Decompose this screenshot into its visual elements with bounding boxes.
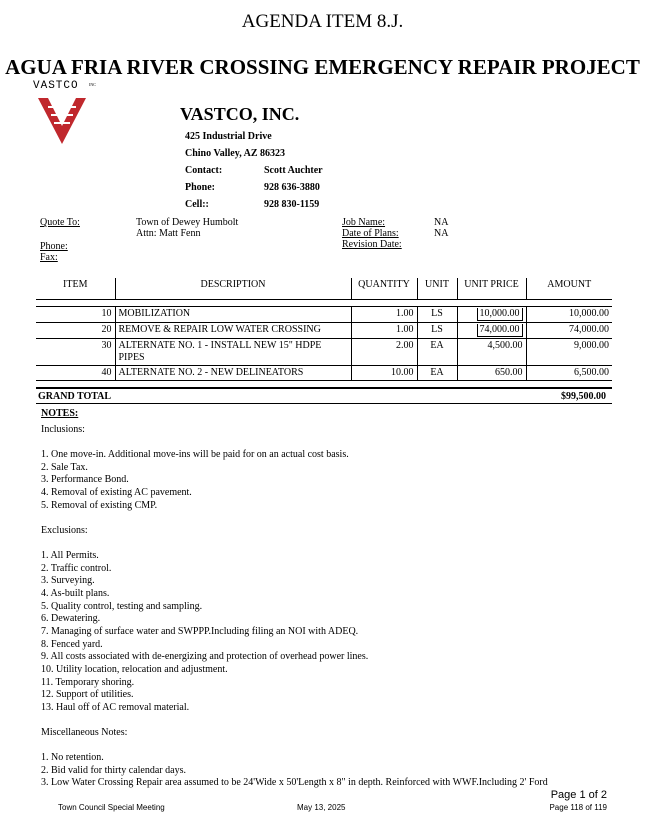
footer-meeting: Town Council Special Meeting [58,803,165,812]
misc-note-item: 1. No retention. [41,752,104,763]
inclusion-item: 5. Removal of existing CMP. [41,500,158,511]
exclusion-item: 3. Surveying. [41,575,95,586]
row-quantity: 2.00 [351,339,417,366]
date-of-plans-label: Date of Plans: [342,228,399,239]
table-row [36,366,612,381]
row-quantity: 1.00 [351,307,417,323]
page-of-indicator: Page 1 of 2 [550,789,607,801]
row-description: ALTERNATE NO. 1 - INSTALL NEW 15" HDPE PIPES [115,339,351,366]
header-unit-price: UNIT PRICE [457,278,526,300]
row-unit-price: 650.00 [457,366,526,381]
grand-total-label: GRAND TOTAL [38,391,112,402]
header-item: ITEM [36,278,115,300]
row-quantity: 10.00 [351,366,417,381]
job-name-label: Job Name: [342,217,386,228]
table-row [36,339,612,366]
project-title: AGUA FRIA RIVER CROSSING EMERGENCY REPAIR PROJECT [5,55,640,79]
quote-to-label: Quote To: [40,217,80,228]
inclusions-label: Inclusions: [41,424,85,435]
row-unit: LS [417,307,457,323]
exclusion-item: 6. Dewatering. [41,613,101,624]
header-unit: UNIT [417,278,457,300]
agenda-item-heading: AGENDA ITEM 8.J. [241,11,404,32]
row-unit: EA [417,366,457,381]
vastco-logo-icon [38,96,86,149]
notes-heading: NOTES: [41,408,79,419]
header-description: DESCRIPTION [115,278,351,300]
misc-note-item: 2. Bid valid for thirty calendar days. [41,765,186,776]
row-item: 40 [36,366,115,381]
phone-value: 928 636-3880 [264,182,320,193]
exclusion-item: 7. Managing of surface water and SWPPP.Including filing an NOI with ADEQ. [41,626,359,637]
exclusions-label: Exclusions: [41,525,88,536]
header-quantity: QUANTITY [351,278,417,300]
exclusion-item: 12. Support of utilities. [41,689,134,700]
exclusion-item: 13. Haul off of AC removal material. [41,702,190,713]
logo-small-text: INC [89,82,96,87]
row-quantity: 1.00 [351,323,417,339]
revision-date-label: Revision Date: [342,239,402,250]
exclusion-item: 10. Utility location, relocation and adjustment. [41,664,228,675]
quote-fax-label: Fax: [40,252,58,263]
quote-to-line-2: Attn: Matt Fenn [136,228,201,239]
grand-total-bottom-rule [36,403,612,404]
table-header-row [36,278,612,300]
row-item: 20 [36,323,115,339]
header-amount: AMOUNT [526,278,612,300]
row-unit: LS [417,323,457,339]
exclusion-item: 11. Temporary shoring. [41,677,135,688]
misc-notes-label: Miscellaneous Notes: [41,727,128,738]
cell-label: Cell:: [185,199,209,210]
row-description: ALTERNATE NO. 2 - NEW DELINEATORS [115,366,351,381]
footer-packet-page: Page 118 of 119 [549,803,607,812]
exclusion-item: 9. All costs associated with de-energizing and protection of overhead power lines. [41,651,369,662]
inclusion-item: 1. One move-in. Additional move-ins will be paid for on an actual cost basis. [41,449,349,460]
row-unit: EA [417,339,457,366]
row-unit-price: 4,500.00 [457,339,526,366]
inclusion-item: 4. Removal of existing AC pavement. [41,487,192,498]
row-item: 30 [36,339,115,366]
row-description: REMOVE & REPAIR LOW WATER CROSSING [115,323,351,339]
bid-items-table [36,278,612,381]
contact-value: Scott Auchter [264,165,323,176]
row-amount: 9,000.00 [526,339,612,366]
exclusion-item: 5. Quality control, testing and sampling. [41,601,203,612]
phone-label: Phone: [185,182,215,193]
cell-value: 928 830-1159 [264,199,320,210]
grand-total-top-rule [36,387,612,389]
logo-wordmark: VASTCO [33,80,79,92]
row-amount: 6,500.00 [526,366,612,381]
row-amount: 74,000.00 [526,323,612,339]
table-row [36,307,612,323]
row-item: 10 [36,307,115,323]
quote-phone-label: Phone: [40,241,68,252]
row-description: MOBILIZATION [115,307,351,323]
company-name: VASTCO, INC. [180,104,300,124]
misc-note-item: 3. Low Water Crossing Repair area assumed to be 24'Wide x 50'Length x 8" in depth. Reinforced with WWF.Including 2' Ford [41,777,548,788]
exclusion-item: 8. Fenced yard. [41,639,103,650]
row-unit-price: 10,000.00 [477,308,523,321]
row-unit-price: 74,000.00 [477,324,523,337]
table-row [36,323,612,339]
quote-to-line-1: Town of Dewey Humbolt [136,217,239,228]
exclusion-item: 4. As-built plans. [41,588,110,599]
footer-date: May 13, 2025 [297,803,346,812]
inclusion-item: 3. Performance Bond. [41,474,129,485]
date-of-plans-value: NA [434,228,449,239]
inclusion-item: 2. Sale Tax. [41,462,88,473]
grand-total-value: $99,500.00 [561,391,606,402]
job-name-value: NA [434,217,449,228]
exclusion-item: 2. Traffic control. [41,563,112,574]
company-city: Chino Valley, AZ 86323 [185,148,286,159]
exclusion-item: 1. All Permits. [41,550,99,561]
company-street: 425 Industrial Drive [185,131,272,142]
row-amount: 10,000.00 [526,307,612,323]
contact-label: Contact: [185,165,223,176]
